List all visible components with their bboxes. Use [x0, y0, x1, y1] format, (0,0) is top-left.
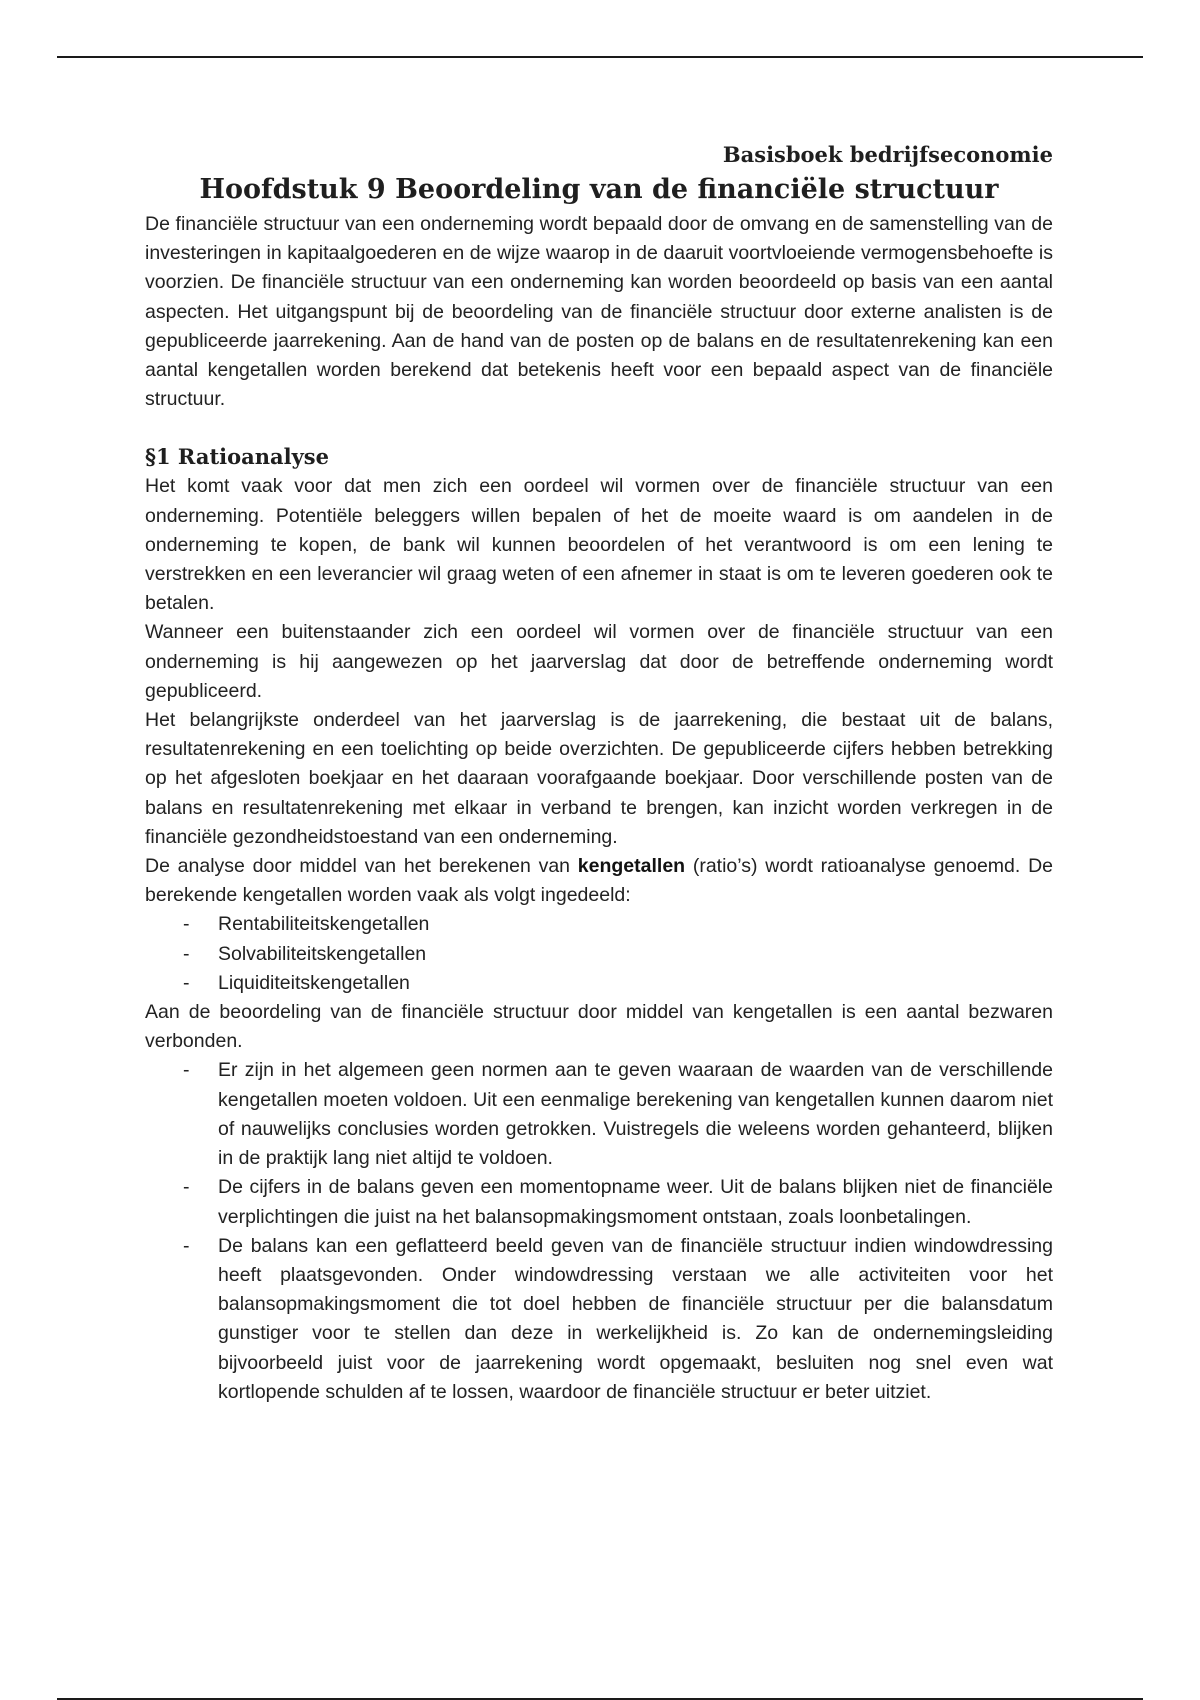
list-item — [145, 1056, 1053, 1173]
dash-marker: - — [183, 1234, 190, 1257]
section-heading-ratioanalyse: §1 Ratioanalyse — [145, 444, 329, 470]
list-item-text: De cijfers in de balans geven een momentopname weer. Uit de balans blijken niet de financiële verplichtingen die juist na het balansopmakingsmoment ontstaan, zoals loonbetalingen. — [218, 1176, 1053, 1228]
dash-marker: - — [183, 1176, 190, 1199]
list-item-text: De balans kan een geflatteerd beeld geven van de financiële structuur indien windowdressing heeft plaatsgevonden. Onder windowdressing verstaan we alle activiteiten voor het balansopmakingsmoment die tot doel hebben de financiële structuur per die balansdatum gunstiger voor te stellen dan deze in werkelijkheid is. Zo kan de ondernemingsleiding bijvoorbeeld juist voor de jaarrekening wordt opgemaakt, besluiten nog snel even wat kortlopende schulden af te lossen, waardoor de financiële structuur er beter uitziet. — [218, 1234, 1053, 1403]
dash-marker: - — [183, 942, 190, 965]
ratio-categories-list — [145, 910, 1053, 998]
document-body — [145, 140, 1053, 1407]
objections-intro: Aan de beoordeling van de financiële structuur door middel van kengetallen is een aantal bezwaren verbonden. — [145, 1001, 1053, 1053]
dash-marker: - — [183, 971, 190, 994]
list-item — [145, 910, 1053, 939]
list-item-text: Solvabiliteitskengetallen — [218, 942, 427, 965]
ratio-text-after: (ratio’s) wordt ratioanalyse genoemd. De berekende kengetallen worden vaak als volgt ingedeeld: — [145, 855, 1053, 907]
paragraph: Wanneer een buitenstaander zich een oordeel wil vormen over de financiële structuur van een onderneming is hij aangewezen op het jaarverslag dat door de betreffende onderneming wordt gepubliceerd. — [145, 621, 1053, 702]
list-item — [145, 940, 1053, 969]
list-item — [145, 1232, 1053, 1407]
chapter-title: Hoofdstuk 9 Beoordeling van de financiële structuur — [199, 174, 999, 205]
ratio-text-before: De analyse door middel van het berekenen van — [145, 855, 578, 878]
paragraph: Het komt vaak voor dat men zich een oordeel wil vormen over de financiële structuur van een onderneming. Potentiële beleggers willen bepalen of het de moeite waard is om aandelen in de onderneming te kopen, de bank wil kunnen beoordelen of het verantwoord is om een lening te verstrekken en een leverancier wil graag weten of een afnemer in staat is om te leveren goederen ook te betalen. — [145, 475, 1053, 615]
term-kengetallen: kengetallen — [577, 855, 686, 878]
top-rule — [57, 56, 1143, 58]
dash-marker: - — [183, 913, 190, 936]
ratio-analysis-paragraph — [145, 852, 1053, 910]
list-item — [145, 1173, 1053, 1231]
paragraph: Het belangrijkste onderdeel van het jaarverslag is de jaarrekening, die bestaat uit de balans, resultatenrekening en een toelichting op beide overzichten. De gepubliceerde cijfers hebben betrekking op het afgesloten boekjaar en het daaraan voorafgaande boekjaar. Door verschillende posten van de balans en resultatenrekening met elkaar in verband te brengen, kan inzicht worden verkregen in de financiële gezondheidstoestand van een onderneming. — [145, 709, 1053, 848]
dash-marker: - — [183, 1059, 190, 1082]
list-item — [145, 969, 1053, 998]
list-item-text: Er zijn in het algemeen geen normen aan te geven waaraan de waarden van de verschillende kengetallen moeten voldoen. Uit een eenmalige berekening van kengetallen kunnen daarom niet of nauwelijks conclusies worden getrokken. Vuistregels die weleens worden gehanteerd, blijken in de praktijk lang niet altijd te voldoen. — [218, 1059, 1053, 1170]
book-title: Basisboek bedrijfseconomie — [722, 142, 1053, 167]
intro-paragraph: De financiële structuur van een onderneming wordt bepaald door de omvang en de samenstelling van de investeringen in kapitaalgoederen en de wijze waarop in de daaruit voortvloeiende vermogensbehoefte is voorzien. De financiële structuur van een onderneming kan worden beoordeeld op basis van een aantal aspecten. Het uitgangspunt bij de beoordeling van de financiële structuur door externe analisten is de gepubliceerde jaarrekening. Aan de hand van de posten op de balans en de resultatenrekening kan een aantal kengetallen worden berekend dat betekenis heeft voor een bepaald aspect van de financiële structuur. — [145, 213, 1053, 411]
list-item-text: Rentabiliteitskengetallen — [218, 913, 430, 936]
objections-list — [145, 1056, 1053, 1406]
list-item-text: Liquiditeitskengetallen — [218, 971, 410, 994]
